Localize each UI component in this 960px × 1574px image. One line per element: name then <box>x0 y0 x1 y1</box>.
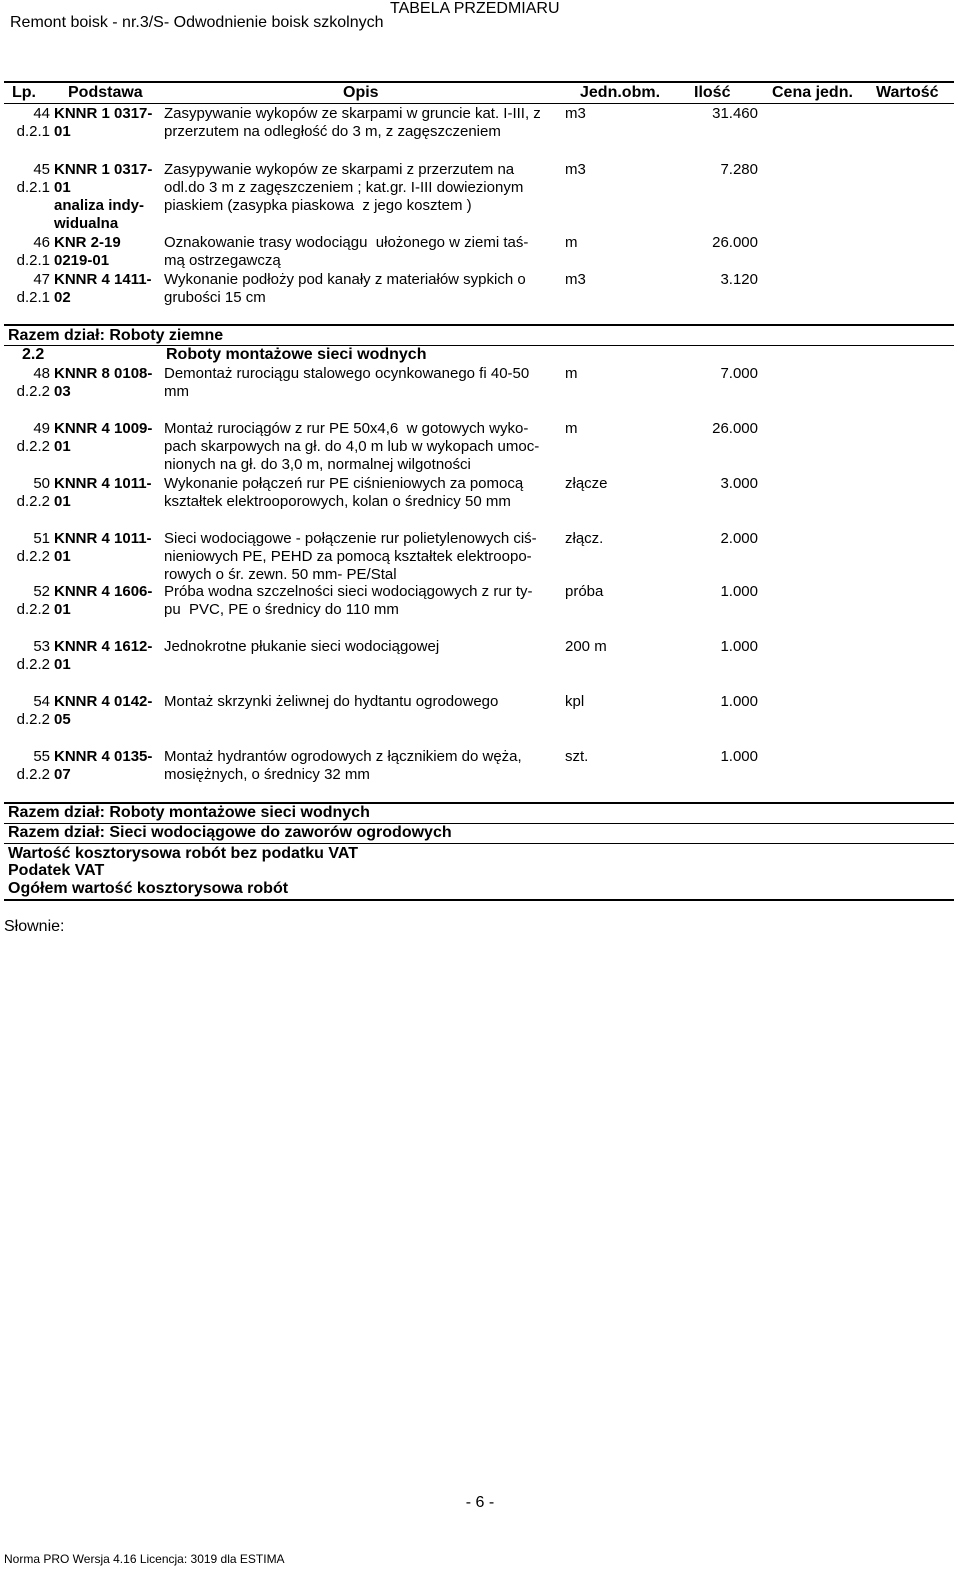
row-quantity: 1.000 <box>720 583 758 600</box>
col-header-wartosc: Wartość <box>876 84 939 101</box>
row-lp: 55 d.2.2 <box>16 748 50 783</box>
row-unit: 200 m <box>565 638 607 655</box>
row-basis: KNNR 4 1011- 01 <box>54 530 152 565</box>
table-row <box>0 234 960 272</box>
row-quantity: 7.000 <box>720 365 758 382</box>
row-lp: 52 d.2.2 <box>16 583 50 618</box>
row-unit: złącz. <box>565 530 604 547</box>
table-row <box>0 475 960 515</box>
section-title: Roboty montażowe sieci wodnych <box>166 346 427 363</box>
document-title: Remont boisk - nr.3/S- Odwodnienie boisk szkolnych <box>10 14 384 31</box>
row-quantity: 2.000 <box>720 530 758 547</box>
col-header-lp: Lp. <box>12 84 36 101</box>
row-description: Wykonanie podłoży pod kanały z materiałów sypkich o grubości 15 cm <box>164 271 526 306</box>
row-quantity: 3.000 <box>720 475 758 492</box>
totals-rule <box>4 843 954 844</box>
row-description: Montaż rurociągów z rur PE 50x4,6 w gotowych wyko- pach skarpowych na gł. do 4,0 m lub w wykopach umoc- nionych na gł. do 3,0 m, normalnej wilgotności <box>164 420 540 473</box>
row-description: Montaż skrzynki żeliwnej do hydtantu ogrodowego <box>164 693 499 710</box>
table-row <box>0 583 960 623</box>
col-header-podstawa: Podstawa <box>68 84 143 101</box>
col-header-ilosc: Ilość <box>694 84 731 101</box>
row-lp: 54 d.2.2 <box>16 693 50 728</box>
row-lp: 45 d.2.1 <box>16 161 50 196</box>
col-header-jedn: Jedn.obm. <box>580 84 661 101</box>
header-bottom-rule <box>4 103 954 104</box>
row-description: Oznakowanie trasy wodociągu ułożonego w ziemi taś- mą ostrzegawczą <box>164 234 529 269</box>
table-row <box>0 693 960 733</box>
row-lp: 48 d.2.2 <box>16 365 50 400</box>
row-lp: 44 d.2.1 <box>16 105 50 140</box>
table-row <box>0 161 960 236</box>
row-description: Zasypywanie wykopów ze skarpami z przerzutem na odl.do 3 m z zagęszczeniem ; kat.gr. I-III dowiezionym piaskiem (zasypka piaskowa z jego kosztem ) <box>164 161 524 214</box>
table-row <box>0 271 960 309</box>
row-lp: 49 d.2.2 <box>16 420 50 455</box>
row-unit: m <box>565 234 578 251</box>
table-row <box>0 748 960 788</box>
row-quantity: 26.000 <box>712 420 758 437</box>
col-header-cena: Cena jedn. <box>772 84 853 101</box>
table-row <box>0 530 960 586</box>
row-quantity: 26.000 <box>712 234 758 251</box>
section-rule <box>4 345 954 346</box>
row-unit: m <box>565 365 578 382</box>
row-unit: szt. <box>565 748 589 765</box>
row-quantity: 1.000 <box>720 748 758 765</box>
table-row <box>0 638 960 678</box>
row-quantity: 1.000 <box>720 638 758 655</box>
in-words-label: Słownie: <box>4 918 65 935</box>
row-basis: KNNR 4 1011- 01 <box>54 475 152 510</box>
section-total-earthworks: Razem dział: Roboty ziemne <box>8 327 224 344</box>
header-top-rule <box>4 81 954 83</box>
row-description: Zasypywanie wykopów ze skarpami w gruncie kat. I-III, z przerzutem na odległość do 3 m, z zagęszczeniem <box>164 105 541 140</box>
table-row <box>0 105 960 145</box>
row-unit: próba <box>565 583 604 600</box>
section-number: 2.2 <box>22 346 45 363</box>
row-basis: KNR 2-19 0219-01 <box>54 234 121 269</box>
row-basis: KNNR 4 1411- 02 <box>54 271 152 306</box>
page-number: - 6 - <box>465 1494 495 1511</box>
table-row <box>0 365 960 405</box>
row-lp: 47 d.2.1 <box>16 271 50 306</box>
totals-bottom-rule <box>4 899 954 901</box>
row-quantity: 31.460 <box>712 105 758 122</box>
row-unit: złącze <box>565 475 608 492</box>
row-basis: KNNR 1 0317- 01 <box>54 105 153 140</box>
total-water-network: Razem dział: Sieci wodociągowe do zaworów ogrodowych <box>8 824 452 841</box>
row-basis: KNNR 4 1606- 01 <box>54 583 153 618</box>
value-total: Ogółem wartość kosztorysowa robót <box>8 880 289 897</box>
row-basis: KNNR 4 0142- 05 <box>54 693 153 728</box>
row-quantity: 1.000 <box>720 693 758 710</box>
row-basis: KNNR 4 1009- 01 <box>54 420 153 455</box>
row-unit: kpl <box>565 693 585 710</box>
row-lp: 46 d.2.1 <box>16 234 50 269</box>
col-header-opis: Opis <box>343 84 379 101</box>
table-type-title: TABELA PRZEDMIARU <box>390 0 560 17</box>
row-unit: m3 <box>565 161 586 178</box>
row-lp: 53 d.2.2 <box>16 638 50 673</box>
row-unit: m3 <box>565 271 586 288</box>
row-basis: KNNR 4 1612- 01 <box>54 638 153 673</box>
row-unit: m3 <box>565 105 586 122</box>
row-lp: 51 d.2.2 <box>16 530 50 565</box>
row-description: Próba wodna szczelności sieci wodociągowych z rur ty- pu PVC, PE o średnicy do 110 mm <box>164 583 533 618</box>
row-basis: KNNR 4 0135- 07 <box>54 748 153 783</box>
row-lp: 50 d.2.2 <box>16 475 50 510</box>
row-description: Jednokrotne płukanie sieci wodociągowej <box>164 638 440 655</box>
row-basis: KNNR 8 0108- 03 <box>54 365 153 400</box>
software-footer: Norma PRO Wersja 4.16 Licencja: 3019 dla ESTIMA <box>4 1552 285 1566</box>
row-quantity: 7.280 <box>720 161 758 178</box>
row-unit: m <box>565 420 578 437</box>
total-mounting-works: Razem dział: Roboty montażowe sieci wodnych <box>8 804 370 821</box>
row-description: Sieci wodociągowe - połączenie rur polietylenowych ciś- nieniowych PE, PEHD za pomocą kształtek elektroopo- rowych o śr. zewn. 50 mm- PE/Stal <box>164 530 537 583</box>
row-basis: KNNR 1 0317- 01 analiza indy- widualna <box>54 161 153 232</box>
value-net: Wartość kosztorysowa robót bez podatku VAT <box>8 845 358 862</box>
table-row <box>0 420 960 476</box>
row-quantity: 3.120 <box>720 271 758 288</box>
row-description: Montaż hydrantów ogrodowych z łącznikiem do węża, mosiężnych, o średnicy 32 mm <box>164 748 522 783</box>
row-description: Wykonanie połączeń rur PE ciśnieniowych za pomocą kształtek elektrooporowych, kolan o średnicy 50 mm <box>164 475 524 510</box>
vat: Podatek VAT <box>8 862 105 879</box>
section-rule <box>4 324 954 326</box>
row-description: Demontaż rurociągu stalowego ocynkowanego fi 40-50 mm <box>164 365 530 400</box>
